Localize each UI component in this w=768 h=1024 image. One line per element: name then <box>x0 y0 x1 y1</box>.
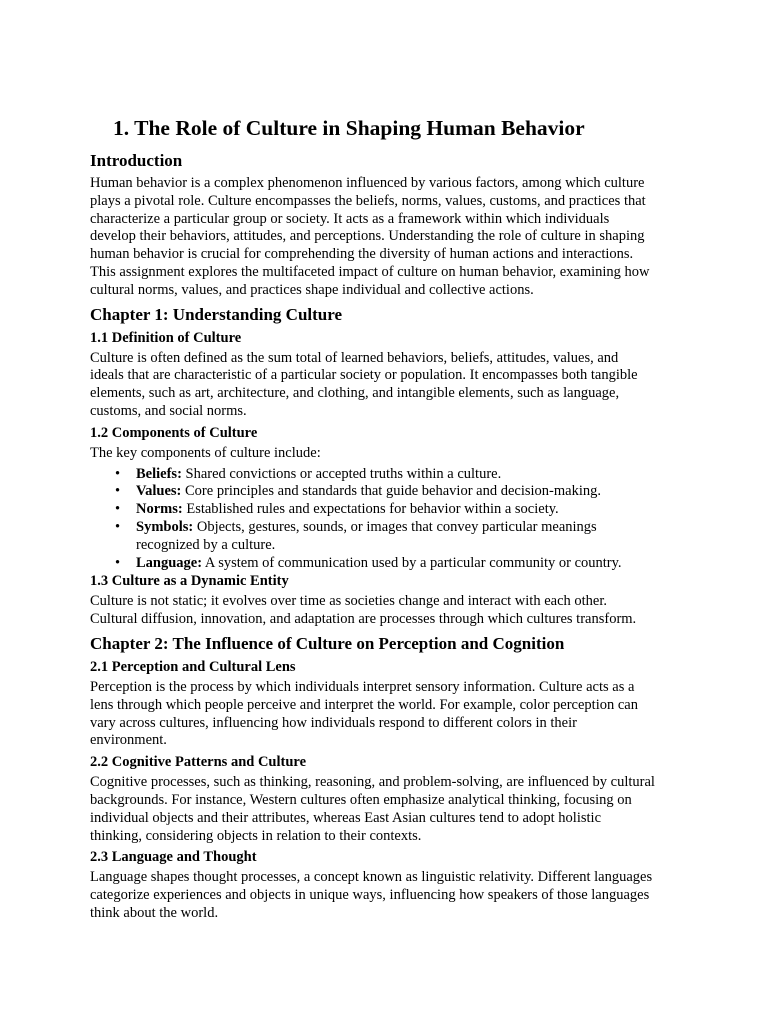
paragraph-line: elements, such as art, architecture, and clothing, and intangible elements, such as language, <box>90 385 620 402</box>
section-2-1-heading: 2.1 Perception and Cultural Lens <box>90 658 296 675</box>
paragraph-line: think about the world. <box>90 904 219 921</box>
list-item-term: Language: <box>136 554 203 571</box>
list-item-text: Shared convictions or accepted truths within a culture. <box>181 465 502 482</box>
intro-line: cultural norms, values, and practices shape individual and collective actions. <box>90 281 534 298</box>
list-item-text-continued: recognized by a culture. <box>136 536 276 553</box>
chapter1-heading: Chapter 1: Understanding Culture <box>90 304 343 324</box>
paragraph-line: Language shapes thought processes, a concept known as linguistic relativity. Different languages <box>90 869 653 886</box>
section-1-1-paragraph <box>90 350 690 421</box>
paragraph-line: vary across cultures, influencing how individuals respond to different colors in their <box>90 714 577 731</box>
paragraph-line: Perception is the process by which individuals interpret sensory information. Culture acts as a <box>90 678 635 695</box>
section-1-2-heading: 1.2 Components of Culture <box>90 424 258 441</box>
paragraph-line: ideals that are characteristic of a particular society or population. It encompasses both tangible <box>90 367 638 384</box>
section-2-3-paragraph <box>90 869 690 922</box>
list-item-text: A system of communication used by a particular community or country. <box>202 554 622 571</box>
list-item-term: Norms: <box>136 501 183 518</box>
section-1-3-heading: 1.3 Culture as a Dynamic Entity <box>90 573 289 590</box>
list-item <box>115 518 690 555</box>
section-1-3-paragraph <box>90 593 690 629</box>
bullet-icon: • <box>115 465 121 482</box>
chapter2-heading: Chapter 2: The Influence of Culture on Perception and Cognition <box>90 633 565 653</box>
intro-line: human behavior is crucial for comprehending the diversity of human actions and interactions. <box>90 246 634 263</box>
list-item <box>115 483 690 501</box>
paragraph-line: Culture is not static; it evolves over time as societies change and interact with each other. <box>90 593 608 610</box>
intro-line: Human behavior is a complex phenomenon influenced by various factors, among which culture <box>90 175 645 191</box>
list-item-term: Beliefs: <box>136 465 182 482</box>
section-1-2-intro: The key components of culture include: <box>90 444 321 461</box>
intro-line: This assignment explores the multifaceted impact of culture on human behavior, examining how <box>90 263 650 280</box>
section-2-2-heading: 2.2 Cognitive Patterns and Culture <box>90 754 307 771</box>
bullet-icon: • <box>115 554 121 571</box>
paragraph-line: categorize experiences and objects in unique ways, influencing how speakers of those languages <box>90 887 650 904</box>
intro-line: plays a pivotal role. Culture encompasses the beliefs, norms, values, customs, and practices that <box>90 192 646 209</box>
section-2-1-paragraph <box>90 679 690 750</box>
list-item-term: Symbols: <box>136 518 194 535</box>
paragraph-line: Cognitive processes, such as thinking, reasoning, and problem-solving, are influenced by cultural <box>90 774 655 791</box>
paragraph-line: individual objects and their attributes, whereas East Asian cultures tend to adopt holistic <box>90 809 602 826</box>
paragraph-line: backgrounds. For instance, Western cultures often emphasize analytical thinking, focusing on <box>90 791 632 808</box>
list-item-text: Core principles and standards that guide behavior and decision-making. <box>181 483 601 500</box>
intro-paragraph <box>90 175 690 300</box>
list-item-term: Values: <box>136 483 182 500</box>
bullet-icon: • <box>115 518 121 535</box>
bullet-icon: • <box>115 483 121 500</box>
intro-heading: Introduction <box>90 151 183 170</box>
paragraph-line: customs, and social norms. <box>90 402 247 419</box>
paragraph-line: lens through which people perceive and interpret the world. For example, color perception can <box>90 696 638 713</box>
intro-line: develop their behaviors, attitudes, and perceptions. Understanding the role of culture in shaping <box>90 228 645 245</box>
bullet-icon: • <box>115 501 121 518</box>
paragraph-line: environment. <box>90 732 167 749</box>
list-item <box>115 554 690 573</box>
intro-line: characterize a particular group or society. It acts as a framework within which individuals <box>90 210 610 227</box>
list-item-text: Objects, gestures, sounds, or images that convey particular meanings <box>193 518 597 535</box>
section-2-3-heading: 2.3 Language and Thought <box>90 849 257 866</box>
list-item <box>115 465 690 484</box>
paragraph-line: thinking, considering objects in relation to their contexts. <box>90 827 422 844</box>
section-1-1-heading: 1.1 Definition of Culture <box>90 329 242 346</box>
list-item-text: Established rules and expectations for behavior within a society. <box>182 501 559 518</box>
document-title: 1. The Role of Culture in Shaping Human Behavior <box>113 116 585 140</box>
list-item <box>115 501 690 519</box>
paragraph-line: Cultural diffusion, innovation, and adaptation are processes through which cultures transform. <box>90 611 637 628</box>
paragraph-line: Culture is often defined as the sum total of learned behaviors, beliefs, attitudes, values, and <box>90 349 619 366</box>
section-2-2-paragraph <box>90 774 690 845</box>
components-list <box>90 466 690 573</box>
document-page <box>90 112 690 923</box>
